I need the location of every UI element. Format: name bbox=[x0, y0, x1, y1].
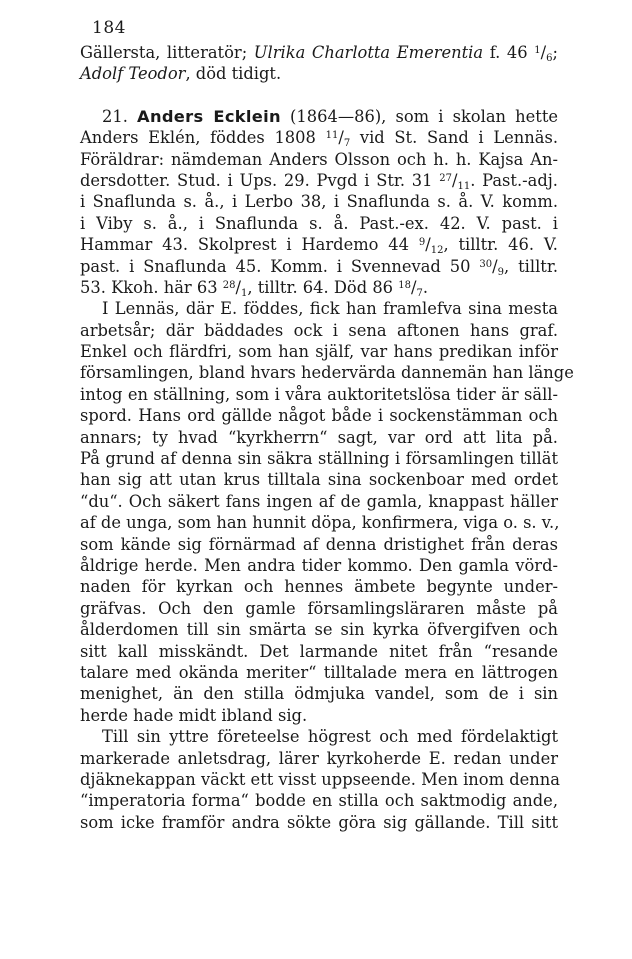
text-line: gräfvas. Och den gamle församlingsläraren måste på bbox=[80, 598, 558, 618]
text-line: naden för kyrkan och hennes ämbete begynte under- bbox=[80, 577, 558, 597]
text-line: djäknekappan väckt ett visst uppseende. Men inom denna bbox=[80, 769, 560, 789]
text-line: “du“. Och säkert fans ingen af de gamla, knappast häller bbox=[80, 491, 558, 511]
paragraph-1 bbox=[80, 298, 574, 726]
text-line: af de unga, som han hunnit döpa, konfirmera, viga o. s. v., bbox=[80, 513, 560, 533]
text-line: som icke framför andra sökte göra sig gällande. Till sitt bbox=[80, 812, 558, 832]
text-line: menighet, än den stilla ödmjuka vandel, som de i sin bbox=[80, 684, 558, 704]
text-line: ålderdomen till sin smärta se sin kyrka öfvergifven och bbox=[80, 620, 558, 640]
entry-number: 21. bbox=[102, 106, 138, 126]
text-line: Enkel och flärdfri, som han själf, var hans predikan inför bbox=[80, 342, 558, 362]
text-line: Anders Eklén, föddes 1808 $^{11}/_7$ vid St. Sand i Lennäs. bbox=[80, 128, 558, 150]
text-line: I Lennäs, där E. föddes, fick han framlefva sina mesta bbox=[102, 299, 558, 319]
text-line: arbetsår; där bäddades ock i sena aftonen hans graf. bbox=[80, 320, 558, 340]
text-line: spord. Hans ord gällde något både i sockenstämman och bbox=[80, 406, 558, 426]
text-line: Hammar 43. Skolprest i Hardemo 44 $^9/_{12}$, tilltr. 46. V. bbox=[80, 235, 558, 257]
body-text bbox=[80, 42, 574, 833]
page-number: 184 bbox=[92, 18, 126, 38]
text-line: annars; ty hvad “kyrkherrn“ sagt, var ord att lita på. bbox=[80, 427, 558, 447]
entry-name: Anders Ecklein bbox=[137, 106, 281, 126]
text-line: i Snaflunda s. å., i Lerbo 38, i Snaflunda s. å. V. komm. bbox=[80, 192, 558, 212]
text-line: talare med okända meriter“ tilltalade mera en lättrogen bbox=[80, 662, 558, 682]
text-line: han sig att utan krus tilltala sina sockenboar med ordet bbox=[80, 470, 558, 490]
text-line: past. i Snaflunda 45. Komm. i Svennevad 50 $^{30}/_9$, tilltr. bbox=[80, 256, 559, 278]
text-line: Föräldrar: nämdeman Anders Olsson och h. h. Kajsa An- bbox=[80, 149, 558, 169]
text-line: som kände sig förnärmad af denna dristighet från deras bbox=[80, 534, 558, 554]
text-line: i Viby s. å., i Snaflunda s. å. Past.-ex. 42. V. past. i bbox=[80, 213, 558, 233]
text-line: Till sin yttre företeelse högrest och med fördelaktigt bbox=[102, 727, 558, 747]
text-line: “imperatoria forma“ bodde en stilla och saktmodig ande, bbox=[80, 791, 558, 811]
italic-name: Ulrika Charlotta Emerentia bbox=[253, 43, 484, 62]
paragraph-2 bbox=[80, 726, 558, 833]
text-line: herde hade midt ibland sig. bbox=[80, 705, 308, 725]
entry-heading-line: 21. Anders Ecklein (1864—86), som i skolan hette bbox=[102, 106, 558, 126]
text-line: På grund af denna sin säkra ställning i församlingen tillät bbox=[80, 449, 558, 469]
text-line: församlingen, bland hvars hedervärda dannemän han länge bbox=[80, 363, 574, 383]
italic-name: Adolf Teodor bbox=[80, 64, 186, 84]
text-line: Adolf Teodor, död tidigt. bbox=[80, 64, 282, 84]
text-line: dersdotter. Stud. i Ups. 29. Pvgd i Str. 31 $^{27}/_{11}$. Past.-adj. bbox=[80, 170, 558, 192]
text-line: åldrige herde. Men andra tider kommo. Den gamla vörd- bbox=[80, 555, 558, 575]
text-line: 53. Kkoh. här 63 $^{28}/_1$, tilltr. 64. Död 86 $^{18}/_7$. bbox=[80, 277, 429, 299]
text-line: sitt kall misskändt. Det larmande nitet från “resande bbox=[80, 641, 558, 661]
text-line: markerade anletsdrag, lärer kyrkoherde E. redan under bbox=[80, 748, 558, 768]
text-line: Gällersta, litteratör; Ulrika Charlotta Emerentia f. 46 $^1/_6$; bbox=[80, 43, 558, 64]
text-line: intog en ställning, som i våra auktoritetslösa tider är säll- bbox=[80, 384, 558, 404]
